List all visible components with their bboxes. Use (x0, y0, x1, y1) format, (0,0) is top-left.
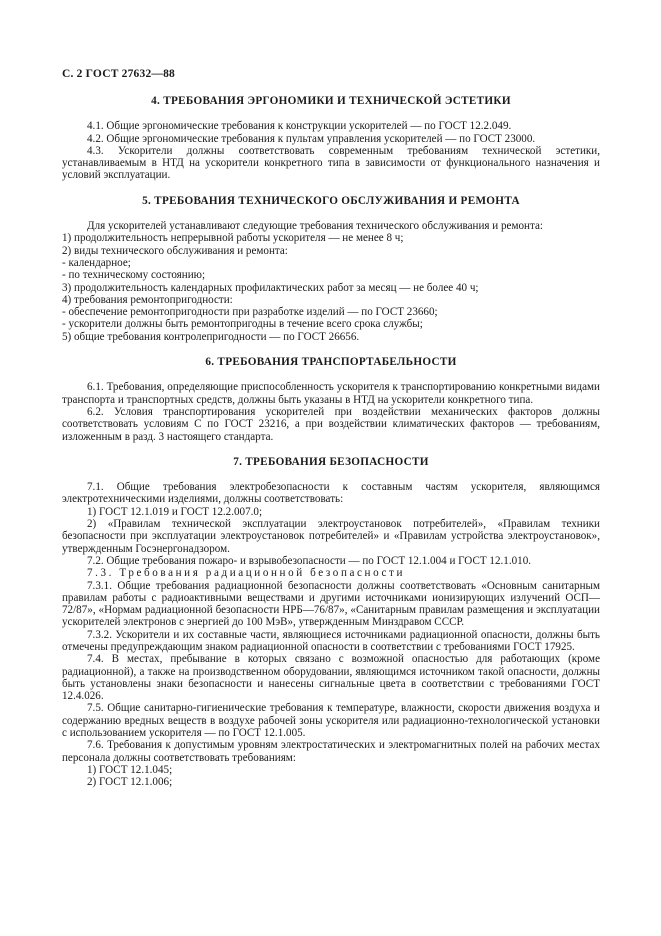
list-item: 2) ГОСТ 12.1.006; (87, 776, 173, 789)
paragraph: 7.5. Общие санитарно-гигиенические требования к температуре, влажности, скорости движения воздуха и содержанию вредных веществ в воздухе рабочей зоны ускорителя или радиационно-технологической установки с использованием ускорителя — по ГОСТ 12.1.005. (62, 702, 600, 740)
list-item: - по техническому состоянию; (62, 269, 206, 282)
paragraph: 6.2. Условия транспортирования ускорителей при воздействии механических факторов должны соответствовать условиям С по ГОСТ 23216, а при воздействии климатических факторов — требованиям, изложенным в разд. 3 настоящего стандарта. (62, 405, 600, 443)
list-item: 1) продолжительность непрерывной работы ускорителя — не менее 8 ч; (62, 232, 404, 245)
page-header: С. 2 ГОСТ 27632—88 (62, 68, 175, 80)
list-item: - обеспечение ремонтопригодности при разработке изделий — по ГОСТ 23660; (62, 306, 438, 319)
paragraph: 7.3.1. Общие требования радиационной безопасности должны соответствовать «Основным санитарным правилам работы с радиоактивными веществами и другими источниками ионизирующих излучений ОСП—72/87», «Нормам радиационной безопасности НРБ—76/87», «Санитарным правилам размещения и эксплуатации ускорителей электронов с энергией до 100 МэВ», утвержденным Минздравом СССР. (62, 579, 600, 629)
paragraph: 4.2. Общие эргономические требования к пультам управления ускорителей — по ГОСТ 23000. (87, 132, 536, 145)
list-item: 1) ГОСТ 12.1.019 и ГОСТ 12.2.007.0; (87, 505, 263, 518)
paragraph: 4.1. Общие эргономические требования к конструкции ускорителей — по ГОСТ 12.2.049. (87, 120, 512, 133)
section-title: 7. ТРЕБОВАНИЯ БЕЗОПАСНОСТИ (233, 455, 429, 468)
paragraph: Для ускорителей устанавливают следующие требования технического обслуживания и ремонта: (87, 220, 543, 233)
section-title: 6. ТРЕБОВАНИЯ ТРАНСПОРТАБЕЛЬНОСТИ (205, 356, 457, 369)
list-item: - календарное; (62, 256, 131, 269)
list-item: 5) общие требования контролепригодности — по ГОСТ 26656. (62, 330, 360, 343)
paragraph: 2) «Правилам технической эксплуатации электроустановок потребителей», «Правилам техники безопасности при эксплуатации электроустановок потребителей» и «Правилам устройства электроустановок», утвержденным Госэнергонадзором. (62, 518, 600, 555)
document-body (62, 95, 600, 789)
paragraph: 4.3. Ускорители должны соответствовать современным требованиям технической эстетики, устанавливаемым в НТД на ускорители конкретного типа в зависимости от функционального назначения и условий эксплуатации. (62, 144, 600, 182)
section-6-transportability (62, 356, 600, 443)
list-item: - ускорители должны быть ремонтопригодны в течение всего срока службы; (62, 318, 423, 331)
subsection-heading: 7.3. Требования радиационной безопасности (87, 567, 405, 580)
paragraph: 7.3.2. Ускорители и их составные части, являющиеся источниками радиационной опасности, должны быть отмечены предупреждающим знаком радиационной опасности в соответствии с требованиями ГОСТ 17925. (62, 628, 600, 653)
section-7-safety (62, 456, 600, 789)
paragraph: 6.1. Требования, определяющие приспособленность ускорителя к транспортированию конкретными видами транспорта и транспортных средств, должны быть указаны в НТД на ускорители конкретного типа. (62, 381, 600, 406)
section-title: 4. ТРЕБОВАНИЯ ЭРГОНОМИКИ И ТЕХНИЧЕСКОЙ ЭСТЕТИКИ (151, 95, 511, 107)
paragraph: 7.2. Общие требования пожаро- и взрывобезопасности — по ГОСТ 12.1.004 и ГОСТ 12.1.010. (87, 554, 532, 567)
paragraph: 7.6. Требования к допустимым уровням электростатических и электромагнитных полей на рабочих местах персонала должны соответствовать требованиям: (62, 739, 600, 764)
section-title: 5. ТРЕБОВАНИЯ ТЕХНИЧЕСКОГО ОБСЛУЖИВАНИЯ И РЕМОНТА (142, 194, 520, 207)
section-4-ergonomics (62, 95, 600, 182)
section-5-maintenance (62, 195, 600, 343)
paragraph: 7.4. В местах, пребывание в которых связано с возможной опасностью для работающих (кроме радиационной), а также на производственном оборудовании, являющимся источником такой опасности, должны быть установлены знаки безопасности и нанесены сигнальные цвета в соответствии с требованиями ГОСТ 12.4.026. (62, 653, 600, 703)
list-item: 3) продолжительность календарных профилактических работ за месяц — не более 40 ч; (62, 281, 479, 294)
list-item: 2) виды технического обслуживания и ремонта: (62, 244, 288, 257)
list-item: 1) ГОСТ 12.1.045; (87, 763, 173, 776)
paragraph: 7.1. Общие требования электробезопасности к составным частям ускорителя, являющимся электротехническими изделиями, должны соответствовать: (62, 481, 600, 506)
list-item: 4) требования ремонтопригодности: (62, 293, 233, 306)
